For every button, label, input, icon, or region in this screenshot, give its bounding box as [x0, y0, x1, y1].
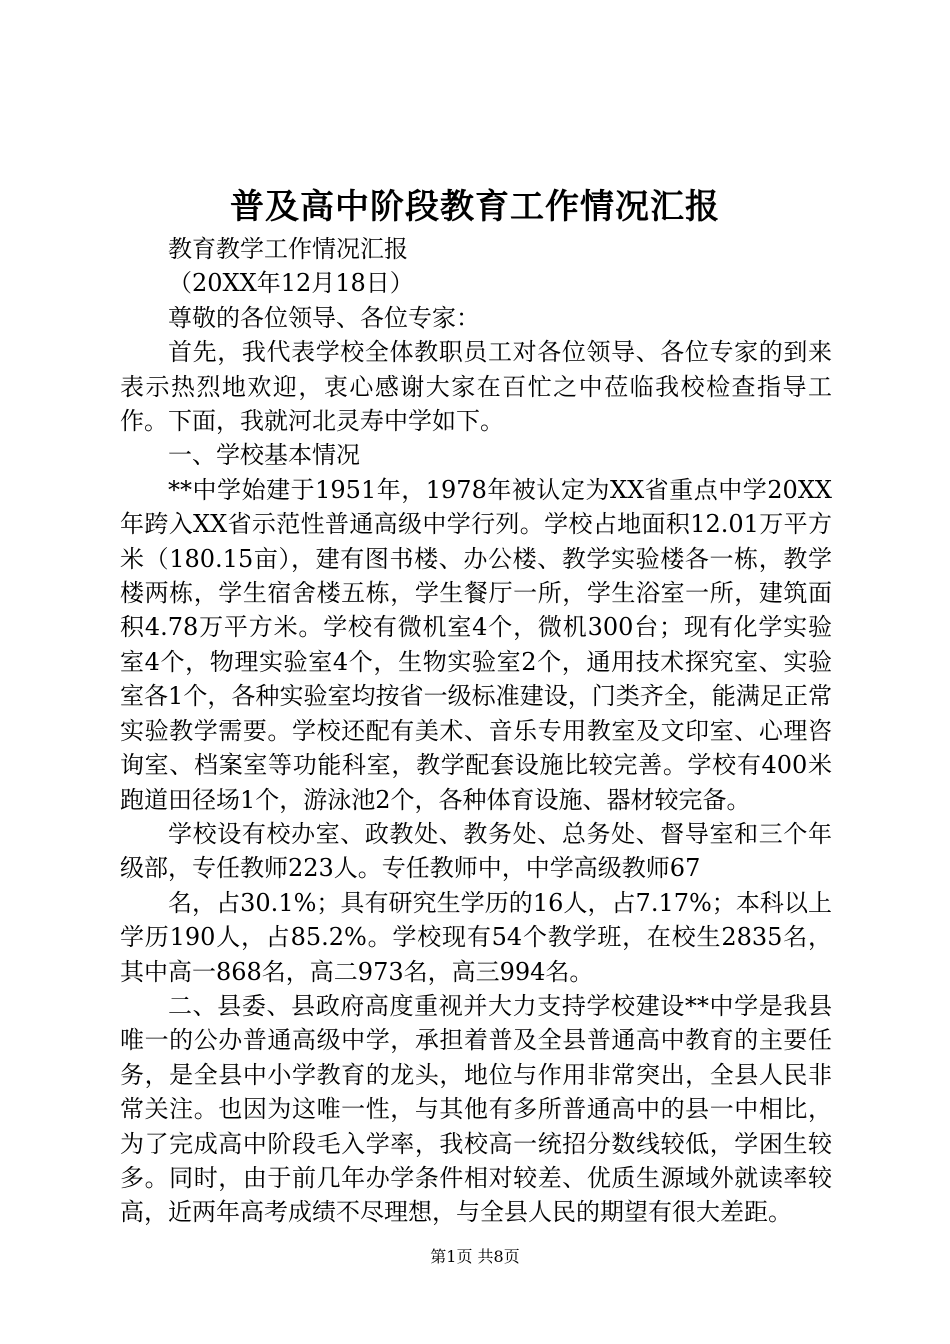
staff-stats-paragraph: 名，占30.1%；具有研究生学历的16人，占7.17%；本科以上学历190人，占85.2%。学校现有54个教学班，在校生2835名，其中高一868名，高二973名，高三994名。 — [120, 888, 832, 986]
page-footer: 第1页 共8页 — [430, 1247, 520, 1266]
date-paragraph: （20XX年12月18日） — [168, 269, 414, 298]
subtitle-paragraph: 教育教学工作情况汇报 — [168, 235, 408, 263]
intro-paragraph: 首先，我代表学校全体教职员工对各位领导、各位专家的到来表示热烈地欢迎，衷心感谢大家在百忙之中莅临我校检查指导工作。下面，我就河北灵寿中学如下。 — [120, 338, 832, 436]
salutation-paragraph: 尊敬的各位领导、各位专家： — [168, 303, 480, 332]
document-title: 普及高中阶段教育工作情况汇报 — [230, 187, 720, 227]
staff-paragraph: 学校设有校办室、政教处、教务处、总务处、督导室和三个年级部，专任教师223人。专任教师中，中学高级教师67 — [120, 819, 832, 883]
section-heading-basic-info: 一、学校基本情况 — [168, 441, 360, 470]
government-support-paragraph: 二、县委、县政府高度重视并大力支持学校建设**中学是我县唯一的公办普通高级中学，承担着普及全县普通高中教育的主要任务，是全县中小学教育的龙头，地位与作用非常突出，全县人民非常关注。也因为这唯一性，与其他有多所普通高中的县一中相比，为了完成高中阶段毛入学率，我校高一统招分数线较低，学困生较多。同时，由于前几年办学条件相对较差、优质生源域外就读率较高，近两年高考成绩不尽理想，与全县人民的期望有很大差距。 — [120, 991, 832, 1227]
school-facilities-paragraph: **中学始建于1951年，1978年被认定为XX省重点中学20XX年跨入XX省示范性普通高级中学行列。学校占地面积12.01万平方米（180.15亩），建有图书楼、办公楼、教学实验楼各一栋，教学楼两栋，学生宿舍楼五栋，学生餐厅一所，学生浴室一所，建筑面积4.78万平方米。学校有微机室4个，微机300台；现有化学实验室4个，物理实验室4个，生物实验室2个，通用技术探究室、实验室各1个，各种实验室均按省一级标准建设，门类齐全，能满足正常实验教学需要。学校还配有美术、音乐专用教室及文印室、心理咨询室、档案室等功能科室，教学配套设施比较完善。学校有400米跑道田径场1个，游泳池2个，各种体育设施、器材较完备。 — [120, 475, 832, 814]
document-body — [120, 232, 832, 1230]
